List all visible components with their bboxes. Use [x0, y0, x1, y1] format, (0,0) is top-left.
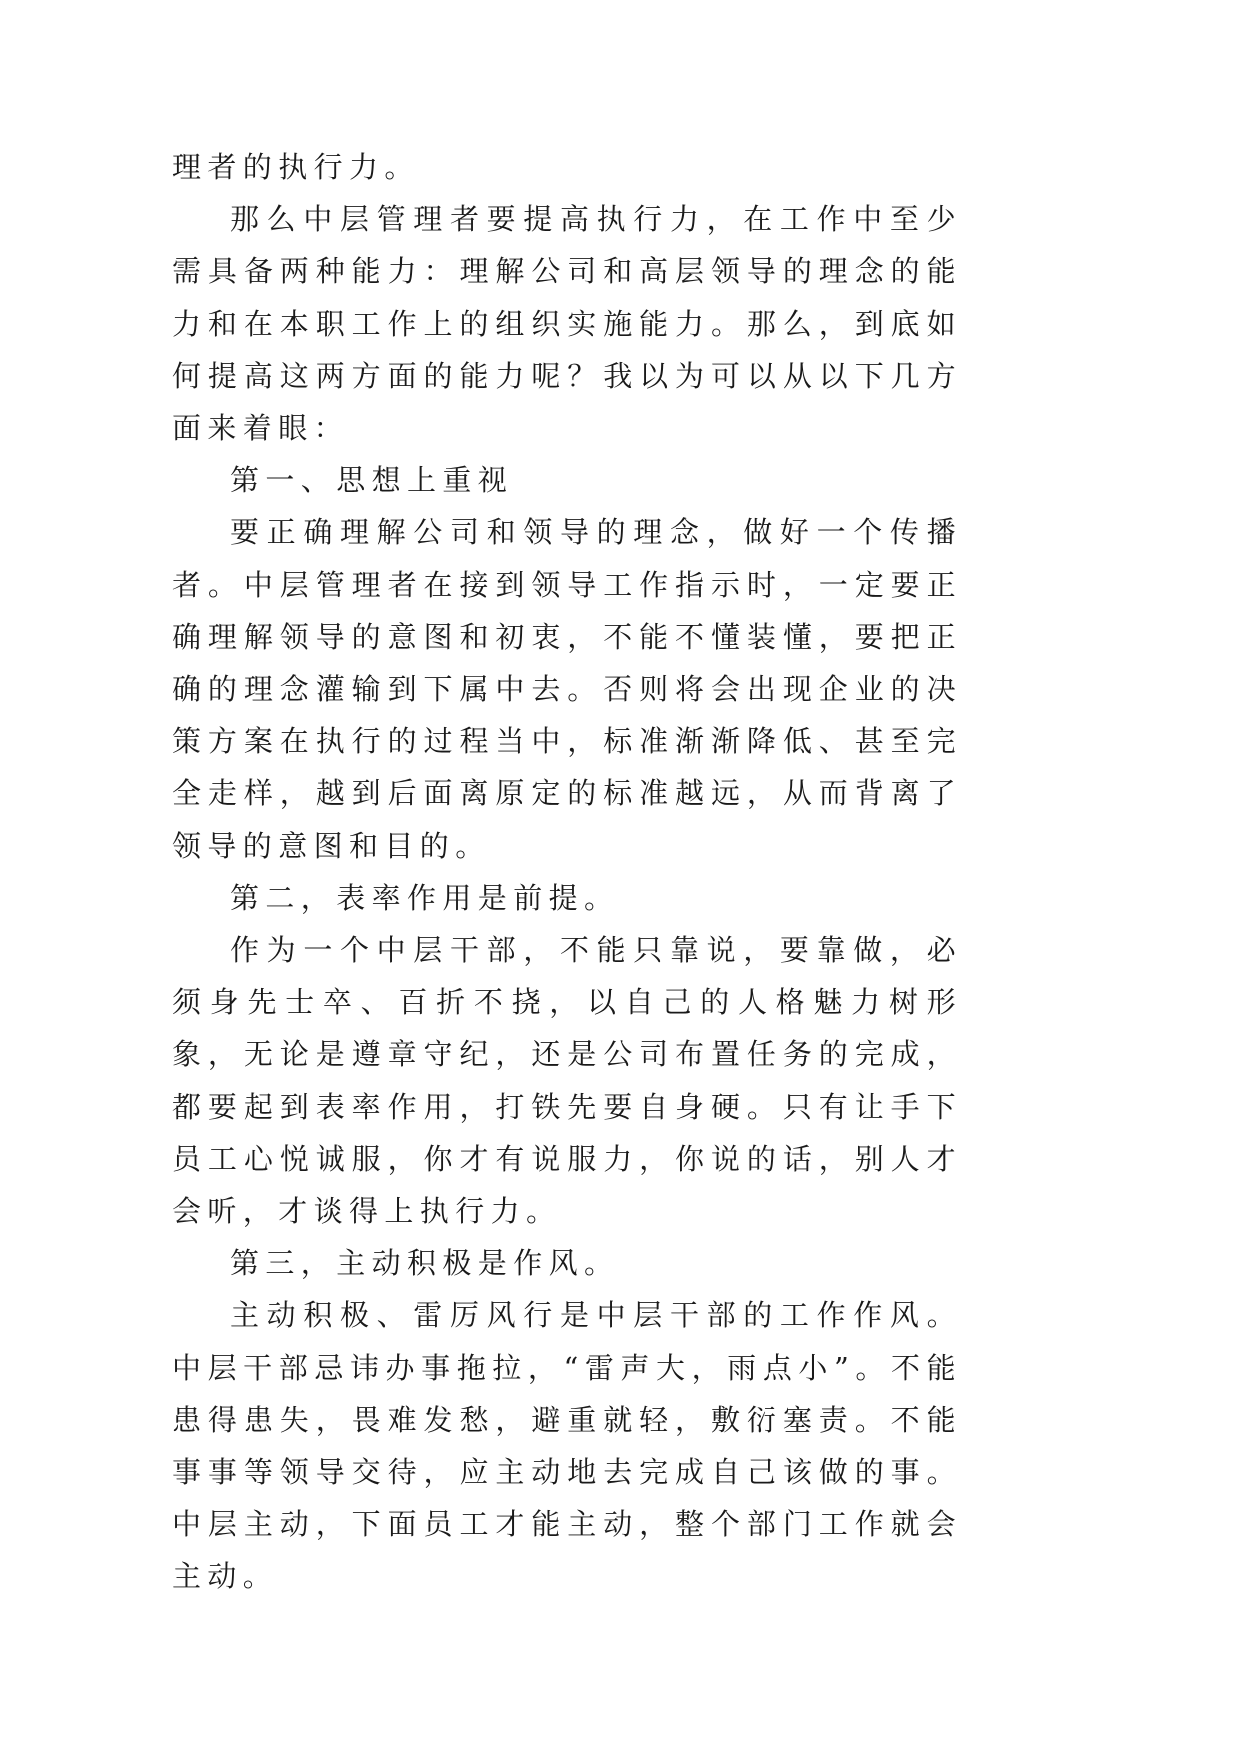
section-heading-3: 第三，主动积极是作风。 — [230, 1246, 620, 1281]
section-heading-1: 第一、思想上重视 — [230, 463, 514, 498]
paragraph-section-2: 作为一个中层干部，不能只靠说，要靠做，必须身先士卒、百折不挠，以自己的人格魅力树形象，无论是遵章守纪，还是公司布置任务的完成，都要起到表率作用，打铁先要自身硬。只有让手下员工心悦诚服，你才有说服力，你说的话，别人才会听，才谈得上执行力。 — [172, 933, 962, 1229]
paragraph-section-3: 主动积极、雷厉风行是中层干部的工作作风。中层干部忌讳办事拖拉，“雷声大，雨点小”。不能患得患失，畏难发愁，避重就轻，敷衍塞责。不能事事等领导交待，应主动地去完成自己该做的事。中层主动，下面员工才能主动，整个部门工作就会主动。 — [172, 1298, 962, 1594]
paragraph-intro: 那么中层管理者要提高执行力，在工作中至少需具备两种能力：理解公司和高层领导的理念的能力和在本职工作上的组织实施能力。那么，到底如何提高这两方面的能力呢？我以为可以从以下几方面来着眼： — [172, 202, 962, 446]
paragraph-continuation: 理者的执行力。 — [172, 150, 420, 184]
document-body — [172, 141, 962, 1603]
paragraph-section-1: 要正确理解公司和领导的理念，做好一个传播者。中层管理者在接到领导工作指示时，一定要正确理解领导的意图和初衷，不能不懂装懂，要把正确的理念灌输到下属中去。否则将会出现企业的决策方案在执行的过程当中，标准渐渐降低、甚至完全走样，越到后面离原定的标准越远，从而背离了领导的意图和目的。 — [172, 515, 962, 863]
section-heading-2: 第二，表率作用是前提。 — [230, 880, 620, 915]
